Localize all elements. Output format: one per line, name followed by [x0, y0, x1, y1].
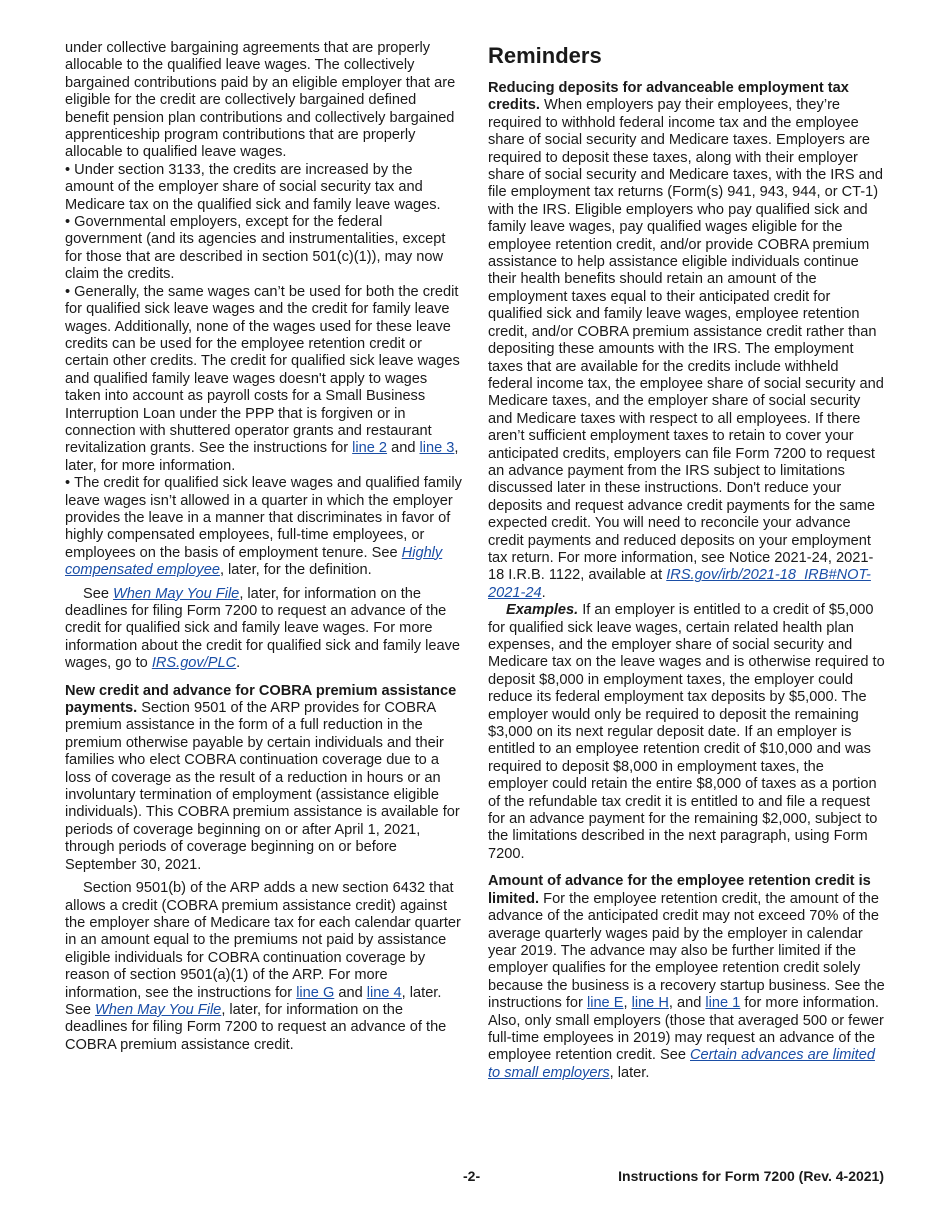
text: Generally, the same wages can’t be used for both the credit for qualified sick leave wages and the credit for family leave wages. Additionally, none of the wages used for these leave credits can be used for the employee retention credit or certain other credits. The credit for qualified sick leave wages and qualified family leave wages doesn't apply to wages taken into account as payroll costs for a Small Business Interruption Loan under the PPP that is forgiven or in connection with shuttered operator grants and restaurant revitalization grants. See the instructions for [65, 283, 460, 457]
text: , later. See [65, 984, 442, 1018]
text: See [83, 585, 114, 602]
line-1-link[interactable]: line 1 [705, 995, 741, 1012]
text: The credit for qualified sick leave wages and qualified family leave wages isn’t allowed in a quarter in which the employer provides the leave in a manner that discriminates in favor of highly compensated employees, full-time employees, or employees on the basis of employment tenure. See [65, 475, 462, 561]
text: for more information. Also, only small employers (those that averaged 500 or fewer full-time employees in 2019) may request an advance of the employee retention credit. See [488, 995, 884, 1064]
cobra-heading: New credit and advance for COBRA premium assistance payments. [65, 682, 457, 717]
paragraph-collective-bargaining: under collective bargaining agreements that are properly allocable to the qualified leave wages. The collectively bargained contributions paid by an eligible employer that are eligible for the credit are collectively bargained defined benefit pension plan contributions and collectively bargained apprenticeship program contributions that are properly allocable to qualified leave wages. [65, 40, 456, 161]
text: , later. [609, 1064, 650, 1081]
text: , later, for more information. [65, 440, 459, 474]
right-column [488, 40, 885, 1082]
text: , later, for the definition. [219, 562, 372, 579]
text: , [623, 995, 632, 1012]
when-may-you-file-link[interactable]: When May You File [113, 585, 240, 602]
paragraph-examples [488, 602, 885, 863]
bullet-discrimination [65, 475, 462, 579]
line-2-link[interactable]: line 2 [352, 440, 388, 457]
paragraph-when-may-you-file [65, 586, 462, 673]
reducing-deposits-heading: Reducing deposits for advanceable employment tax credits. [488, 80, 849, 114]
line-4-link[interactable]: line 4 [366, 984, 402, 1001]
reminders-heading: Reminders [488, 43, 602, 68]
bullet-section-3133: • Under section 3133, the credits are increased by the amount of the employer share of social security tax and Medicare tax on the qualified sick and family leave wages. [65, 162, 462, 214]
left-column [65, 40, 462, 1054]
text: For the employee retention credit, the amount of the advance of the anticipated credit may not exceed 70% of the average quarterly wages paid by the employer in calendar year 2019. The advance may also be further limited if the employer qualifies for the employee retention credit solely because the business is a recovery startup business. See the instructions for [488, 890, 885, 1012]
paragraph-advance-limited [488, 873, 885, 1082]
paragraph-section-9501b [65, 880, 462, 1054]
text: Section 9501(b) of the ARP adds a new section 6432 that allows a credit (COBRA premium assistance credit) against the employer share of Medicare tax for each calendar quarter in an amount equal to the premiums not paid by assistance eligible individuals for COBRA continuation coverage by reason of section 9501(a)(1) of the ARP. For more information, see the instructions for [65, 880, 461, 1001]
page-number: -2- [463, 1168, 481, 1184]
line-h-link[interactable]: line H [631, 995, 669, 1012]
irs-plc-link[interactable]: IRS.gov/PLC [151, 655, 237, 672]
small-employers-link[interactable]: Certain advances are limited to small employers [488, 1047, 875, 1081]
text: Section 9501 of the ARP provides for COBRA premium assistance in the form of a full reduction in the premium otherwise payable by certain individuals and their families who elect COBRA continuation coverage due to a loss of coverage as the result of a reduction in hours or an involuntary termination of employment (assistance eligible individuals). This COBRA premium assistance is available for periods of coverage beginning on or after April 1, 2021, through periods of coverage beginning on or before September 30, 2021. [65, 700, 460, 873]
highly-compensated-employee-link[interactable]: Highly compensated employee [65, 544, 443, 579]
when-may-you-file-link[interactable]: When May You File [95, 1001, 222, 1018]
text: and [387, 440, 420, 457]
line-g-link[interactable]: line G [296, 984, 335, 1001]
bullet-same-wages [65, 284, 462, 475]
text: When employers pay their employees, they’re required to withhold federal income tax and the employee share of social security and Medicare taxes. Employers are required to deposit these taxes, along with their employer share of social security and Medicare taxes, with the IRS and file employment tax returns (Form(s) 941, 943, 944, or CT-1) with the IRS. Eligible employers who pay qualified sick and family leave wages, pay qualified wages eligible for the employee retention credit, and/or provide COBRA premium assistance to help assistance eligible individuals continue their health benefits should retain an amount of the employment taxes equal to their anticipated credit for qualified sick and family leave wages, employee retention credit, and/or COBRA premium assistance credit rather than depositing these amounts with the IRS. The employment taxes that are available for the credits include withheld federal income tax, the employee share of social security and Medicare taxes, and the employer share of social security and Medicare taxes with respect to all employees. If there aren’t sufficient employment taxes to retain to cover your anticipated credits, employers can file Form 7200 to request an advance payment from the IRS subject to limitations discussed later in these instructions. Don't reduce your deposits and request advance credit payments for the same expected credit. You will need to reconcile your advance credit payments and reduced deposits on your employment tax return. For more information, see Notice 2021-24, 2021-18 I.R.B. 1122, available at [488, 97, 884, 584]
paragraph-reducing-deposits [488, 80, 885, 602]
paragraph-cobra-credit [65, 683, 462, 874]
line-e-link[interactable]: line E [586, 995, 624, 1012]
text: , and [668, 995, 706, 1012]
text: . [541, 584, 546, 601]
text: , later, for information on the deadlines for filing Form 7200 to request an advance of the COBRA premium assistance credit. [65, 1001, 447, 1053]
text: , later, for information on the deadlines for filing Form 7200 to request an advance of the credit for qualified sick and family leave wages. For more information about the credit for qualified sick and family leave wages, go to [65, 585, 461, 672]
text: . [236, 655, 241, 672]
advance-limited-heading: Amount of advance for the employee retention credit is limited. [488, 873, 871, 907]
irb-notice-link[interactable]: IRS.gov/irb/2021-18_IRB#NOT-2021-24 [488, 567, 871, 601]
bullet-governmental-employers: • Governmental employers, except for the federal government (and its agencies and instrumentalities, except for those that are described in section 501(c)(1)), may now claim the credits. [65, 214, 462, 284]
examples-heading: Examples. [506, 602, 579, 619]
line-3-link[interactable]: line 3 [419, 440, 455, 457]
text: and [334, 984, 367, 1001]
page-footer [0, 1168, 950, 1188]
form-title: Instructions for Form 7200 (Rev. 4-2021) [618, 1168, 884, 1184]
text: If an employer is entitled to a credit of $5,000 for qualified sick leave wages, certain related health plan expenses, and the employer share of social security and Medicare tax on the leave wages and is otherwise required to deposit $8,000 in employment taxes, the employer could reduce its federal employment tax deposits by $5,000. The employer would only be required to deposit the remaining $3,000 on its next regular deposit date. If an employer is entitled to an employee retention credit of $10,000 and was required to deposit $8,000 in employment taxes, the employer could retain the entire $8,000 of taxes as a portion of the refundable tax credit it is entitled to and file a request for an advance payment for the remaining $2,000, subject to the limitations described in the next paragraph, using Form 7200. [488, 602, 885, 862]
